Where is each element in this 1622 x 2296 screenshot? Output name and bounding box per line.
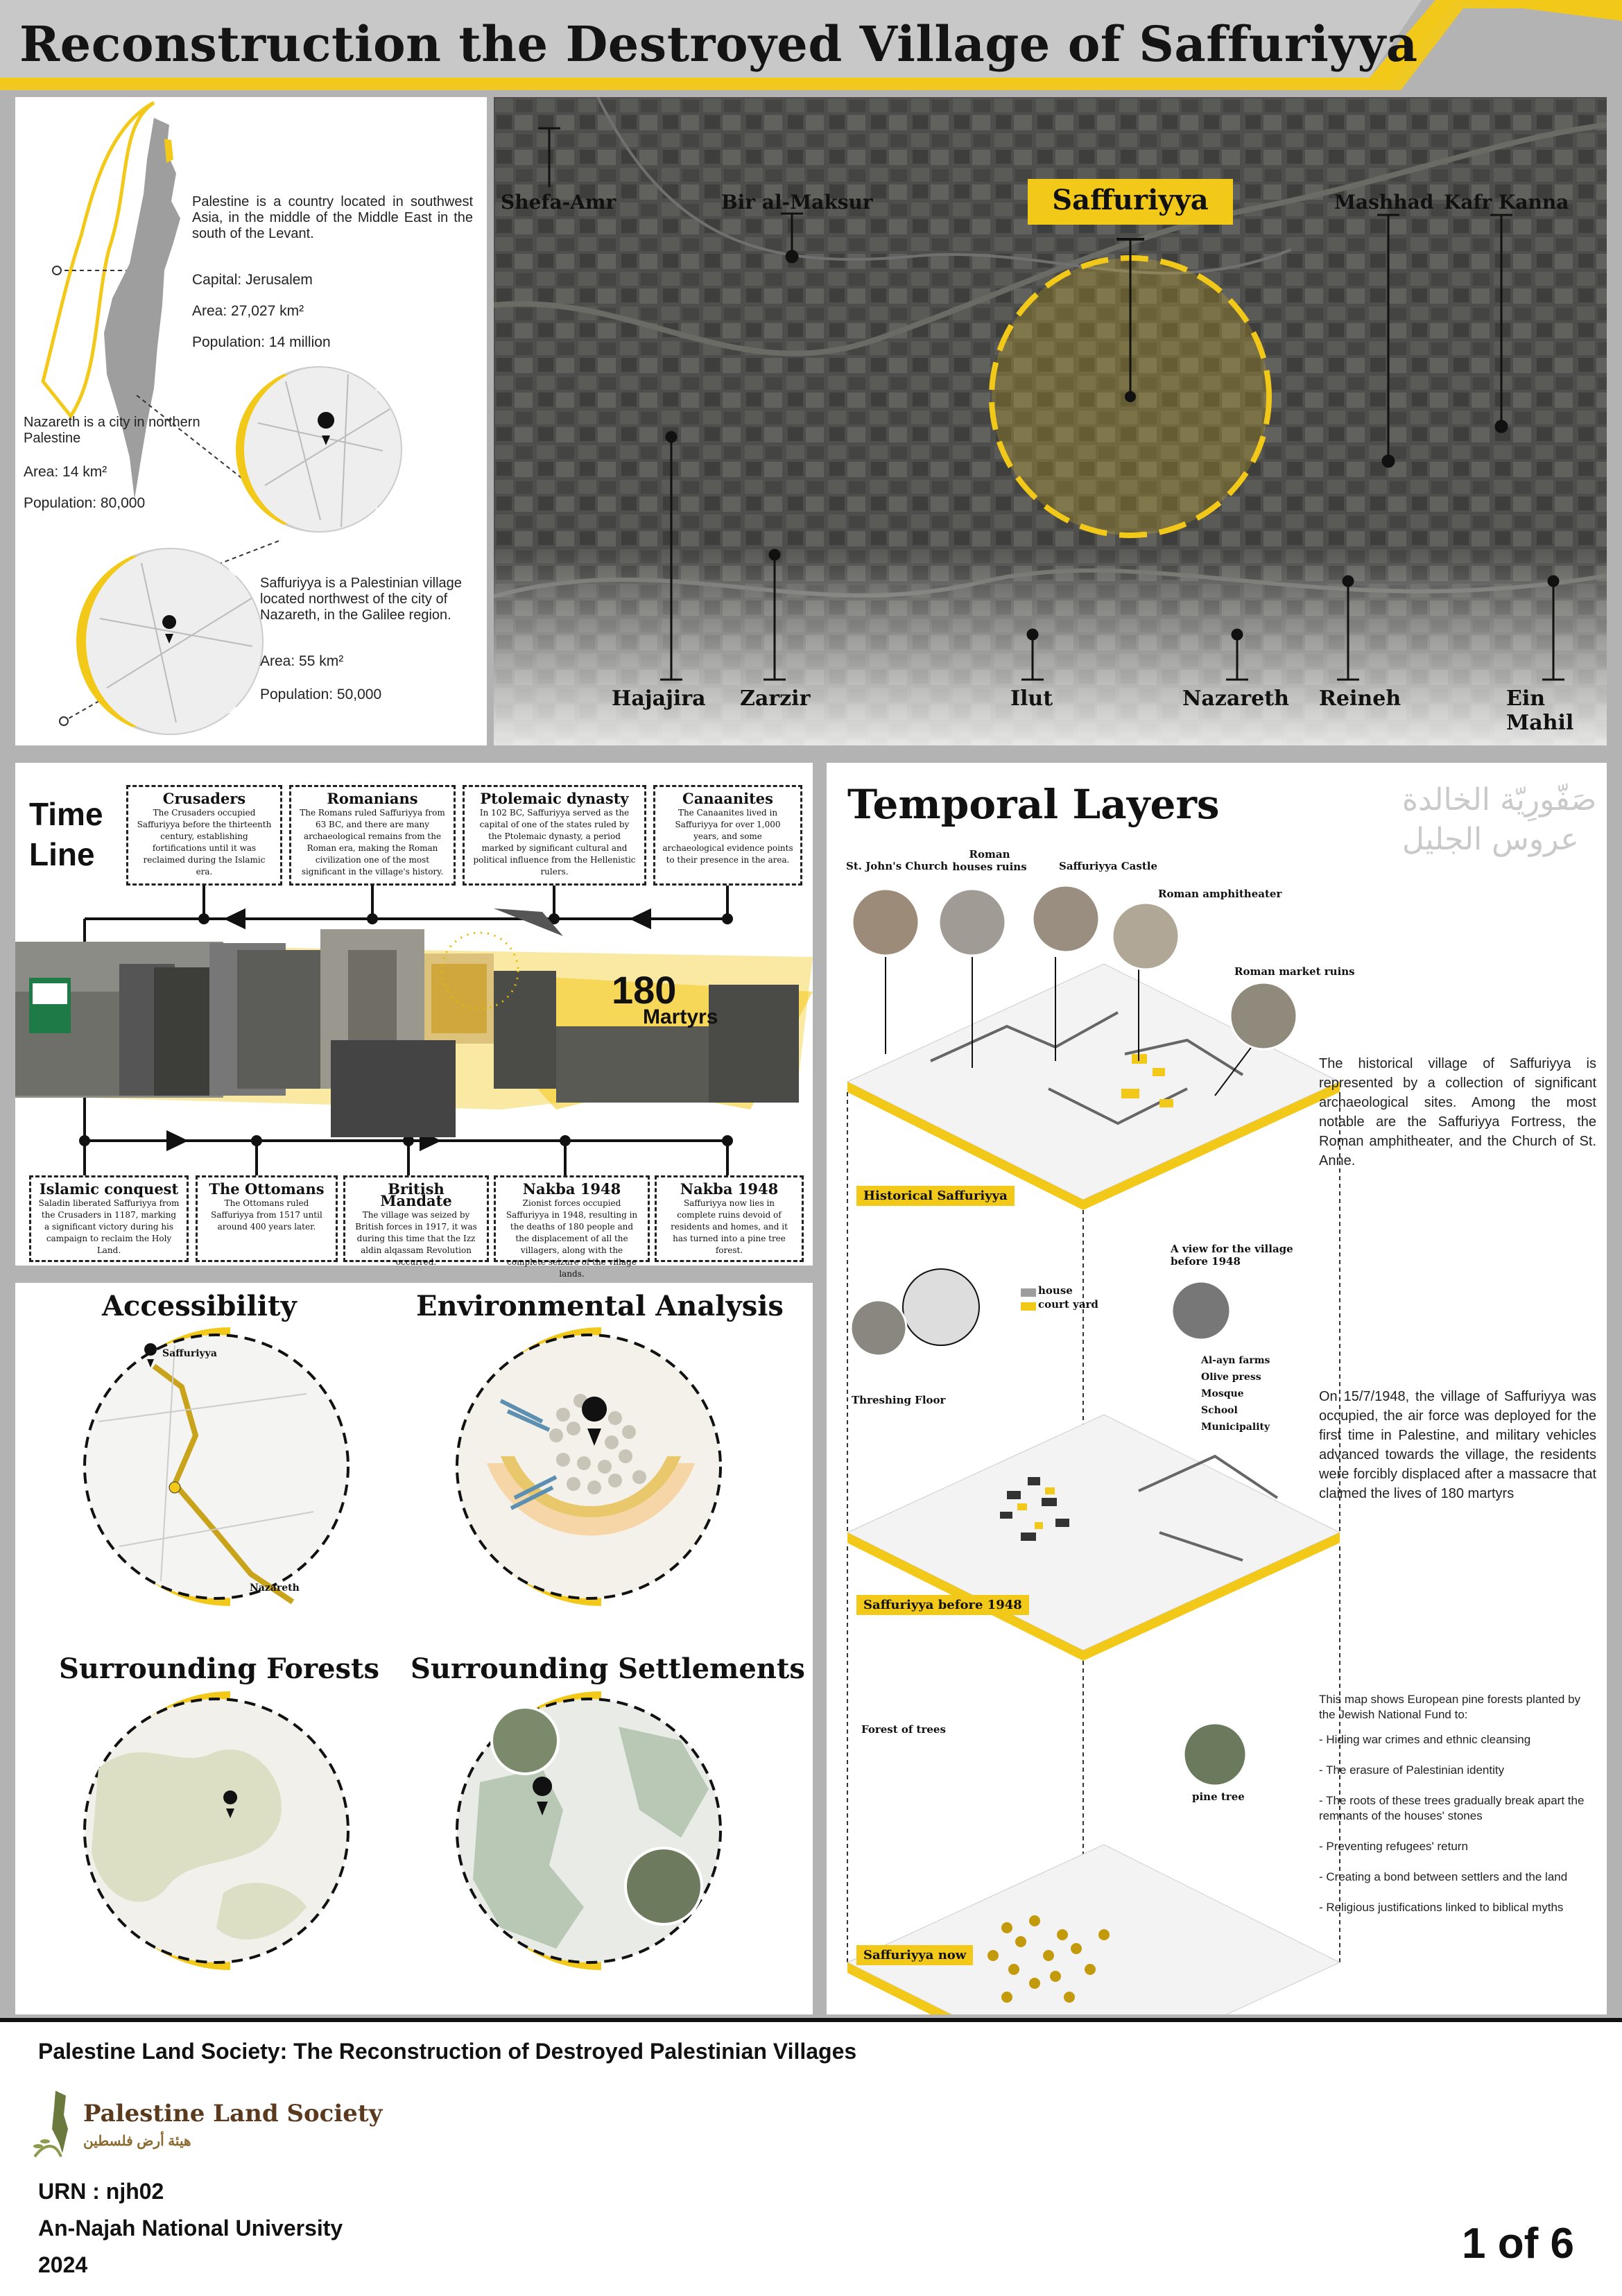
footer-project: Palestine Land Society: The Reconstruction of Destroyed Palestinian Villages bbox=[38, 2039, 857, 2064]
site-label: Roman market ruins bbox=[1234, 965, 1355, 978]
timeline-title-line: Line bbox=[29, 836, 95, 872]
footer-divider bbox=[0, 2018, 1622, 2022]
nazareth-map-circle bbox=[236, 366, 402, 533]
martyrs-count: 180 bbox=[612, 968, 677, 1012]
event-text: In 102 BC, Saffuriyya served as the capital of one of the states ruled by the Ptolemaic dynasty, a period marked by significant cultural and political influence from the Hellenistic rulers. bbox=[473, 808, 636, 877]
route-end-label: Nazareth bbox=[250, 1582, 300, 1594]
palestine-land-society-logo bbox=[28, 2087, 90, 2164]
site-label: St. John's Church bbox=[846, 860, 949, 872]
event-heading: Romanians bbox=[327, 790, 418, 807]
forests-title: Surrounding Forests bbox=[59, 1652, 380, 1685]
arabic-calligraphy: صَفّورِيّة الخالدة bbox=[1402, 782, 1597, 818]
page-number: 1 of 6 bbox=[1462, 2220, 1574, 2268]
layer3-point: - The roots of these trees gradually break apart the remnants of the houses' stones bbox=[1319, 1794, 1585, 1822]
view-label: A view for the village before 1948 bbox=[1171, 1243, 1293, 1268]
event-heading: British Mandate bbox=[380, 1180, 452, 1209]
layer3-point: - The erasure of Palestinian identity bbox=[1319, 1763, 1505, 1777]
nazareth-population: Population: 80,000 bbox=[24, 495, 146, 511]
timeline-event-ottomans bbox=[196, 1175, 338, 1262]
pin-legend-item: Municipality bbox=[1201, 1422, 1270, 1433]
urn: URN : njh02 bbox=[38, 2179, 164, 2204]
map-place-label: Shefa-Amr bbox=[501, 191, 616, 214]
pin-legend-item: Al-ayn farms bbox=[1201, 1355, 1270, 1366]
legend-courtyard: court yard bbox=[1038, 1298, 1098, 1311]
layer3-point: - Preventing refugees' return bbox=[1319, 1840, 1468, 1853]
university: An-Najah National University bbox=[38, 2216, 343, 2241]
year: 2024 bbox=[38, 2252, 88, 2277]
event-heading: Canaanites bbox=[682, 790, 773, 807]
saffuriyya-area: Area: 55 km² bbox=[260, 653, 344, 669]
org-name-arabic: هيئة أرض فلسطين bbox=[83, 2134, 191, 2149]
settlements-title: Surrounding Settlements bbox=[411, 1652, 805, 1685]
saffuriyya-population: Population: 50,000 bbox=[260, 687, 382, 702]
event-heading: Islamic conquest bbox=[39, 1180, 179, 1198]
route-start-label: Saffuriyya bbox=[162, 1348, 217, 1359]
map-place-label: Kafr Kanna bbox=[1444, 191, 1569, 214]
map-place-label: Zarzir bbox=[740, 687, 811, 711]
footer bbox=[0, 2018, 1622, 2296]
timeline-event-nakba-now bbox=[655, 1175, 804, 1262]
org-name: Palestine Land Society bbox=[83, 2100, 383, 2127]
layer3-intro: This map shows European pine forests planted by the Jewish National Fund to: bbox=[1319, 1693, 1581, 1721]
palestine-area: Area: 27,027 km² bbox=[192, 303, 304, 319]
threshing-label: Threshing Floor bbox=[852, 1394, 946, 1406]
layer3-point: - Religious justifications linked to biblical myths bbox=[1319, 1901, 1564, 1914]
layer3-tag: Saffuriyya now bbox=[856, 1945, 973, 1965]
aerial-map bbox=[494, 97, 1607, 745]
martyrs-label: Martyrs bbox=[643, 1005, 718, 1028]
site-label: Roman amphitheater bbox=[1158, 888, 1282, 900]
analysis-circles bbox=[15, 1283, 813, 2014]
timeline-panel bbox=[15, 763, 813, 1279]
pin-legend-item: Mosque bbox=[1201, 1388, 1244, 1399]
layer2-tag: Saffuriyya before 1948 bbox=[856, 1595, 1029, 1615]
forest-label: Forest of trees bbox=[861, 1723, 946, 1736]
legend-house: house bbox=[1038, 1284, 1073, 1297]
temporal-layers-panel bbox=[827, 763, 1607, 2014]
palestine-population: Population: 14 million bbox=[192, 334, 331, 350]
location-panel bbox=[15, 97, 487, 745]
event-text: The Crusaders occupied Saffuriyya before the thirteenth century, establishing fortifications until it was reclaimed during the Islamic era. bbox=[137, 808, 272, 877]
site-label: Roman houses ruins bbox=[952, 848, 1027, 873]
map-place-label: Ein Mahil bbox=[1506, 687, 1574, 735]
map-place-label: Bir al-Maksur bbox=[721, 191, 873, 214]
event-heading: Nakba 1948 bbox=[680, 1180, 779, 1198]
analysis-panel bbox=[15, 1283, 813, 2014]
timeline-event-british bbox=[343, 1175, 489, 1267]
site-label: Saffuriyya Castle bbox=[1059, 860, 1158, 872]
palestine-description: Palestine is a country located in southwest Asia, in the middle of the Middle East in the south of the Levant. bbox=[192, 194, 473, 241]
layer1-tag: Historical Saffuriyya bbox=[856, 1186, 1015, 1206]
event-heading: Nakba 1948 bbox=[522, 1180, 621, 1198]
temporal-title: Temporal Layers bbox=[847, 781, 1220, 828]
nazareth-description: Nazareth is a city in northern Palestine bbox=[24, 415, 200, 446]
event-heading: The Ottomans bbox=[209, 1180, 325, 1198]
event-text: The Ottomans ruled Saffuriyya from 1517 until around 400 years later. bbox=[211, 1198, 322, 1232]
nazareth-area: Area: 14 km² bbox=[24, 464, 107, 480]
environmental-title: Environmental Analysis bbox=[416, 1290, 784, 1322]
accessibility-title: Accessibility bbox=[102, 1290, 297, 1322]
page-title: Reconstruction the Destroyed Village of Saffuriyya bbox=[19, 15, 1418, 73]
layer3-point: - Creating a bond between settlers and the land bbox=[1319, 1870, 1568, 1883]
event-heading: Crusaders bbox=[162, 790, 246, 807]
palestine-capital: Capital: Jerusalem bbox=[192, 272, 313, 288]
map-place-label: Nazareth bbox=[1182, 687, 1289, 711]
pin-legend-item: Olive press bbox=[1201, 1372, 1261, 1383]
saffuriyya-description: Saffuriyya is a Palestinian village located northwest of the city of Nazareth, in the Galilee region. bbox=[260, 576, 462, 623]
pine-label: pine tree bbox=[1192, 1790, 1245, 1803]
map-place-label: Reineh bbox=[1319, 687, 1401, 711]
layer3-point: - Hiding war crimes and ethnic cleansing bbox=[1319, 1733, 1531, 1746]
map-highlight-saffuriyya: Saffuriyya bbox=[1052, 184, 1209, 216]
timeline-title-line: Time bbox=[29, 796, 103, 832]
layer2-text: On 15/7/1948, the village of Saffuriyya was occupied, the air force was deployed for the first time in Palestine, and military vehicles advanced towards the village, the residents were forcibly displaced after a massacre that claimed the lives of 180 martyrs bbox=[1319, 1389, 1596, 1501]
map-place-label: Mashhad bbox=[1334, 191, 1434, 214]
timeline-event-islamic bbox=[29, 1175, 189, 1262]
pin-legend-item: School bbox=[1201, 1405, 1238, 1416]
map-place-label: Ilut bbox=[1010, 687, 1053, 711]
event-text: The village was seized by British forces in 1917, it was during this time that the Izz aldin alqassam Revolution occurred. bbox=[355, 1210, 477, 1267]
timeline-event-nakba bbox=[494, 1175, 650, 1279]
event-text: Saffuriyya now lies in complete ruins devoid of residents and homes, and it has turned into a pine tree forest. bbox=[671, 1198, 788, 1255]
layer3-text bbox=[1319, 1692, 1600, 1915]
map-place-label: Hajajira bbox=[612, 687, 706, 711]
event-heading: Ptolemaic dynasty bbox=[480, 790, 629, 807]
event-text: Zionist forces occupied Saffuriyya in 1948, resulting in the deaths of 180 people and the displacement of all the villagers, along with the complete seizure of the village lands. bbox=[506, 1198, 638, 1279]
event-text: The Romans ruled Saffuriyya from 63 BC, and there are many archaeological remains from the Roman era, making the Roman civilization one of the most significant in the village's history. bbox=[300, 808, 445, 877]
saffuriyya-map-circle bbox=[76, 548, 264, 735]
layer1-text: The historical village of Saffuriyya is represented by a collection of significant archaeological sites. Among the most notable are the Saffuriyya Fortress, the Roman amphitheater, and the Church of St. Anne. bbox=[1319, 1056, 1596, 1168]
event-text: The Canaanites lived in Saffuriyya for over 1,000 years, and some archaeological evidence points to their presence in the area. bbox=[662, 808, 793, 865]
event-text: Saladin liberated Saffuriyya from the Crusaders in 1187, marking a significant victory during his campaign to reclaim the Holy Land. bbox=[38, 1198, 180, 1255]
pin-legend bbox=[1201, 1352, 1270, 1435]
arabic-calligraphy: عروس الجليل bbox=[1402, 822, 1579, 857]
